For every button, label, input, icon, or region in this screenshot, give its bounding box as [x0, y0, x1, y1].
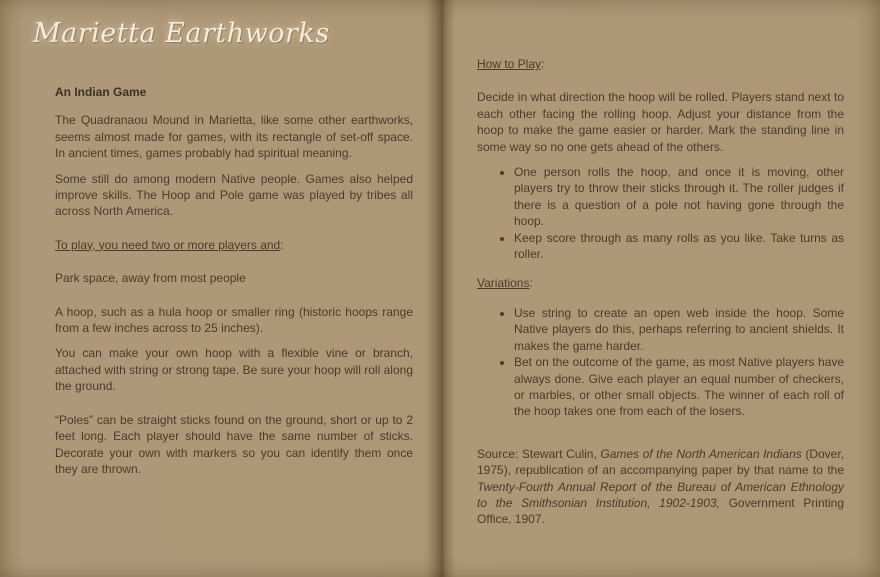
book-spine: [428, 0, 454, 577]
variations-label-colon: :: [529, 276, 533, 291]
source-middle: (Dover, 1975), republication of an accompanying paper by that name to the: [477, 446, 845, 478]
how-to-play-label-colon: :: [541, 57, 545, 71]
how-to-play-paragraph: Decide in what direction the hoop will be rolled. Players stand next to each other facing the rolling hoop. Adjust your distance from the hoop to make the game easier or harder. Mark the standing line in some way so no one gets ahead of the others.: [477, 90, 844, 154]
left-page: [55, 84, 413, 477]
variations-label: [477, 275, 844, 291]
how-to-play-label-text: How to Play: [477, 57, 542, 71]
intro-paragraph: The Quadranaou Mound in Marietta, like some other earthworks, seems almost made for games, with its rectangle of set-off space. In ancient times, games probably had spiritual meaning.: [55, 113, 413, 161]
source-prefix: Source: Stewart Culin,: [477, 446, 601, 461]
how-to-play-label: [477, 56, 844, 72]
requirement-space: Park space, away from most people: [55, 271, 246, 286]
variations-label-text: Variations: [477, 276, 530, 291]
variations-list: [477, 305, 844, 420]
requirement-make-hoop: You can make your own hoop with a flexible vine or branch, attached with string or strong tape. Be sure your hoop will roll along the ground.: [55, 346, 413, 394]
source-report-title: Twenty-Fourth Annual Report of the Bureau of American Ethnology to the Smithsonian Institution, 1902-1903,: [477, 479, 844, 510]
list-item: • Keep score through as many rolls as you like. Take turns as roller.: [514, 230, 844, 263]
list-item: • Bet on the outcome of the game, as most Native players have always done. Give each player an equal number of checkers, or marbles, or other small objects. The winner of each roll of the hoop takes one from each of the losers.: [514, 354, 844, 420]
requirement-poles: “Poles” can be straight sticks found on the ground, short or up to 2 feet long. Each player should have the same number of sticks. Decorate your own with markers so you can identify them once they are thrown.: [55, 412, 413, 476]
source-citation: [477, 446, 844, 528]
article-heading: An Indian Game: [55, 85, 147, 99]
source-suffix: Government Printing Office, 1907.: [477, 495, 844, 527]
right-page: [477, 56, 844, 528]
list-item: • Use string to create an open web inside the hoop. Some Native players do this, perhaps referring to ancient shields. It makes the game harder.: [514, 305, 844, 354]
history-paragraph: Some still do among modern Native people. Games also helped improve skills. The Hoop and Pole game was played by tribes all across North America.: [55, 171, 413, 219]
site-title[interactable]: Marietta Earthworks: [33, 18, 330, 49]
source-book-title: Games of the North American Indians: [600, 446, 802, 461]
how-to-play-list: [477, 164, 844, 262]
requirements-label: [55, 237, 413, 253]
requirement-hoop: A hoop, such as a hula hoop or smaller ring (historic hoops range from a few inches across to 25 inches).: [55, 304, 413, 336]
requirements-label-colon: :: [280, 237, 284, 252]
requirements-label-text: To play, you need two or more players and: [55, 237, 281, 252]
list-item: • One person rolls the hoop, and once it is moving, other players try to throw their sticks through it. The roller judges if there is a question of a pole not having gone through the hoop.: [514, 164, 844, 230]
